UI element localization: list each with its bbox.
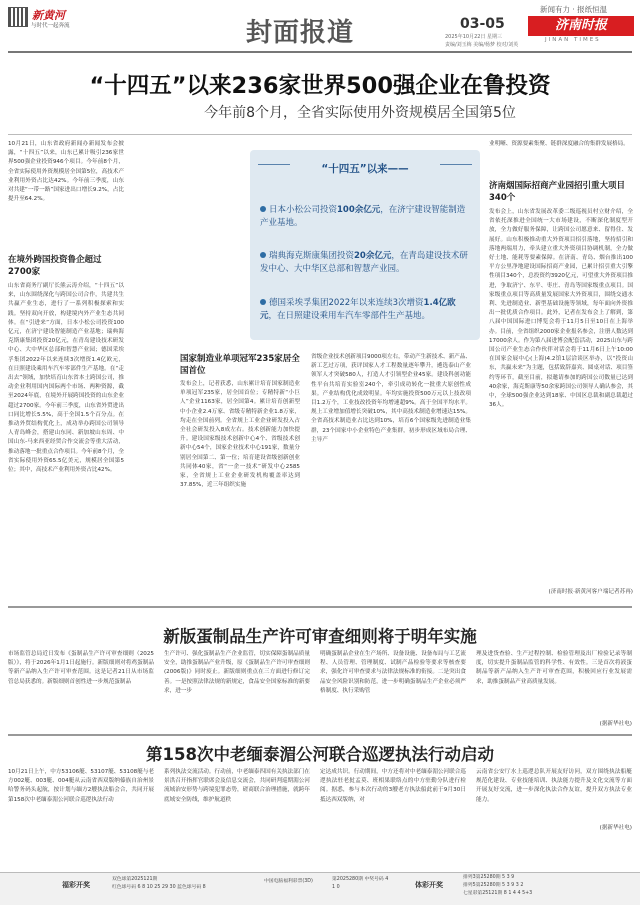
highlight-box-title: “十四五”以来—— bbox=[321, 163, 409, 175]
box-title-rule-right bbox=[440, 164, 472, 165]
brand-slogan: 新闻有力 · 报纸恒温 bbox=[540, 5, 608, 14]
story2-divider bbox=[8, 606, 632, 608]
page-date: 03-05 bbox=[460, 16, 505, 32]
lottery-3d-result: 第2025280期 中奖号码 4 1 0 bbox=[332, 877, 389, 890]
header-divider bbox=[8, 51, 632, 53]
story3-col3: 定达成共识。行动期间，中方还将对中老缅泰湄公河联合巡逻执法驻老挝孟莫、班相果联络点的中方驻勤分队进行检阅。据悉，参与本次行动的3艘老方执法船此前于9月30日抵达西双版纳，对 bbox=[320, 769, 466, 803]
subheading-overseas: 在境外跨国投资鲁企超过2700家 bbox=[8, 255, 102, 277]
story3-col4: 云南省公安厅水上巡逻总队开展友好访问，双方围绕执法船艇规范化建设、专业技能培训、执法能力提升及文化交流等方面开展友好交流，进一步深化执法合作友谊，提升双方执法专业能力。 bbox=[476, 769, 632, 803]
xinhuanghe-logo: 新黄河 bbox=[32, 9, 65, 22]
logo-slogan: 与时代一起奔流 bbox=[31, 23, 70, 29]
story2-col3: 明确蛋制品企业在生产场所、设备设施、设备布局与工艺流程、人员管理、管理制度、试制产品检验等要求等核查要求，强化许可审查要求与法律法规标准的衔接。二是突出食品安全风险识别和防范，进一步明确蛋制品生产企业必须严格制度、执行采购管 bbox=[320, 651, 466, 694]
item-text: ，在济宁建设智能制造产业基地。 bbox=[260, 205, 466, 228]
story3-divider bbox=[8, 734, 632, 736]
highlight-item-komatsu bbox=[260, 204, 472, 229]
main-subhead: 今年前8个月，全省实际使用外资规模居全国第5位 bbox=[204, 105, 516, 121]
lottery-sports-line2: 排列5第25280期 5 3 9 3 2 bbox=[463, 883, 524, 888]
lottery-welfare-title: 福彩开奖 bbox=[62, 881, 90, 889]
column1-body: 山东省商务厅副厅长熊云涛介绍，“十四五”以来，山东围绕深化与跨国公司合作，共建共生共赢产业生态，进行了一系列积极探索和实践。坚持双向开放，构建境内外产业生态共同体。在“引进来”方面，日本小松公司投资100亿元，在济宁建设智能制造产业基地；瑞典海克斯康集团投资20亿元，在青岛建设技术研发中心、大中华区总部和智慧产业园；德国采埃孚集团2022年以来连续3次增资1.4亿欧元，在日照建设乘用车汽车零部件生产基地。在“走出去”领域，加快培育山东省本土跨国公司，推动企业利用国内国际两个市场、两种资源，截至2024年底，在境外开展跨国投资的山东企业超过2700家。今年前三季度，山东省外贸进出口同比增长5.5%，高于全国1.5个百分点。在推动外贸结构优化上，成功举办跨国公司领导人青岛峰会，搭建山东同、新加坡山东周、中国山东-马来西亚经贸合作交流会等重大活动，推动落地一批重点合作项目。今年前8个月，全省实际使用外资65.5亿美元，规模居全国第5位；其中，高技术产业利用外资占比42%。 bbox=[8, 283, 124, 474]
issue-line: 2025年10月22日 星期三 bbox=[445, 34, 503, 40]
story3-col1: 10月21日上午，中方53106艇、53107艇、53108艇与老方002艇、003艇、004艇从云南省西双版纳傣族自治州景哈警务码头起航，按计划与缅方2艘执法船会合，共同开展第158次中老缅泰湄公河联合巡逻执法行动 bbox=[8, 769, 154, 803]
bullet-icon bbox=[260, 252, 266, 258]
column4-credit: (济南时报·新黄河客户端记者苏再) bbox=[548, 589, 633, 595]
lottery-welfare-line2: 红色球号码 6 8 10 25 29 30 蓝色球号码 8 bbox=[112, 885, 206, 890]
main-headline: “十四五”以来236家世界500强企业在鲁投资 bbox=[89, 73, 551, 99]
section-title: 封面报道 bbox=[246, 18, 355, 48]
brand-logo: 济南时报 bbox=[528, 16, 634, 36]
story3-credit: (据新华社电) bbox=[599, 825, 632, 831]
highlight-item-hexagon bbox=[260, 250, 472, 275]
item-text: 日本小松公司投资 bbox=[269, 205, 338, 215]
editor-line: 责编/刘玉梅 美编/杨梦 校对/刘英 bbox=[445, 42, 519, 48]
brand-english: JINAN TIMES bbox=[545, 37, 601, 43]
item-text: 瑞典海克斯康集团投资 bbox=[269, 251, 355, 261]
lead-paragraph: 10月21日，山东省政府新闻办新闻发布会披露，“十四五”以来，山东已累计吸引236家世界500强企业投资946个项目。今年前8个月，全省实际使用外资规模居全国第5位，高技术产业利用外资占比达42%。今年前三季度，山东对共建“一带一路”国家进出口增长9.2%，占比提升至64.2%。 bbox=[8, 141, 124, 203]
story2-col2: 生产许可、强化蛋制品生产企业监管，切实保障蛋制品质量安全，助推蛋制品产业升级，原《蛋制品生产许可审查细则(2006版)》同时废止。新版细则重点在三方面进行修订完善。一是按照法律法规的新规定，食品安全国家标准的新要求，进一步 bbox=[164, 651, 310, 694]
lottery-sports-title: 体彩开奖 bbox=[415, 881, 443, 889]
bullet-icon bbox=[260, 206, 266, 212]
story3-col2: 系列执法交流活动。行动前，中老缅泰四国有关执法部门在景洪召开指挥官联席会及信息交流会，共同研判巡期湄公河流域治安形势与跨境犯罪态势，磋商联合治理措施，就跨年底域安全防线，维护航道秩 bbox=[164, 769, 310, 803]
lottery-3d-title: 中国电脑福利彩票(3D) bbox=[264, 879, 313, 884]
qr-code-image bbox=[8, 7, 28, 27]
box-title-rule-left bbox=[258, 164, 290, 165]
story3-headline: 第158次中老缅泰湄公河联合巡逻执法行动启动 bbox=[146, 745, 494, 764]
item-text: ，在日照建设乘用车汽车零部件生产基地。 bbox=[268, 310, 431, 321]
bullet-icon bbox=[260, 299, 266, 305]
item-amount: 1.4亿欧元 bbox=[260, 298, 456, 321]
headline-divider bbox=[8, 134, 632, 135]
column4-top: 业明晰、资源要素集聚、链群深度融合的集群发展格局。 bbox=[489, 141, 629, 147]
story2-headline: 新版蛋制品生产许可审查细则将于明年实施 bbox=[163, 627, 477, 646]
lottery-welfare-line1: 双色球第2025121期 bbox=[112, 877, 158, 882]
column3-body: 省级企业技术创新项目9000项左右，带动产生新技术、新产品、新工艺过万项，获评国家人才工程数量逐年攀升，遴选泰山产业领军人才突破580人，打造人才引领型企业45家。建设科创功能性平台共培育实验室240个，牵引成功转化一批重大原创性成果。产业结构优化成效明显。年均实施投资500万元以上技改项目1.2万个，工业技改投资年均增速超9%。高于全国平均水平。规上工业增加值增长突破10%，其中高技术制造业增速达15%。全省高技术制造业占比达到10%，培育6个国家级先进制造业集群，23个国家中小企业特色产业集群，初步形成区域布局合理、主导产 bbox=[311, 354, 471, 443]
story2-credit: (据新华社电) bbox=[599, 721, 632, 727]
item-amount: 20余亿元 bbox=[354, 251, 392, 261]
lottery-sports-line1: 排列3第25280期 5 3 9 bbox=[463, 875, 515, 880]
highlight-item-zf bbox=[260, 297, 472, 322]
story2-col1: 市场监管总局近日发布《蛋制品生产许可审查细则（2025版）》，将于2026年1月1日起施行。新版细则对将鸡蛋制品等新产品纳入生产许可审查范围。这是记者21日从市场监管总局获悉的。新版细则首创性进一步规范蛋制品 bbox=[8, 651, 154, 685]
lottery-sports-line3: 七星彩第25121期 8 1 4 4 5+3 bbox=[463, 891, 533, 896]
subheading-industrial-park: 济南烟国际招商产业园招引重大项目340个 bbox=[489, 181, 626, 203]
item-text: 德国采埃孚集团2022年以来连续3次增资 bbox=[269, 298, 424, 308]
column4-body: 发布会上，山东省发展改革委二级巡视员村立财介绍，全省依托深推进全国统一大市场建设，不断深化制度型开放，全力做好服务保障，让跨国公司愿意来、留得住、发展好。山东积极推动重大外资项目招引落地，坚持招引和落地两端用力，牵头建立重大外资项目协调机制，全力做好土地、能耗等要素保障。在济南、青岛、烟台推出100平方公里净地建设国际招商产业园，已累计招引重大引擎性项目340个，总投资约3920亿元，可望重大外资项目推进，争取济宁、东平、枣庄、青岛等国家级重点项目。国家级重点项目等高质量发展国家大外资项目，围绕交通水利、先进制造业、新型基础设施等领域，每年面向外资推出一批优质合作项目。此外，记者在发布会上了解到，第八届中国国际进口博览会将于11月5日至10日在上海举办。目前，全省组织2000家企业报名参会，注册人数达到17000余人。作为第八届进博会配套活动，2025山东与跨国公司产业生态合作伙伴对话会将于11月6日上午10:00在国家会展中心(上海)4.2馆1层洽谈区举办，以“投资山东，共赢未来”为主题，包括致辞嘉宾、圆桌对话、项目签约等环节，截至目前，拟邀请参加的跨国公司数量已达到40余家，海克斯康等50余家跨国公司领导人确认参会，其中，全球500强企业达到18家、中国区总裁和副总裁超过36人。 bbox=[489, 209, 633, 409]
item-amount: 100余亿元 bbox=[337, 205, 381, 215]
item-text: ，在青岛建设技术研发中心、大中华区总部和智慧产业园。 bbox=[260, 251, 468, 274]
lottery-footer bbox=[0, 872, 640, 905]
story2-col4: 理及进货查验、生产过程控制、检验管理及出厂检验记录等制度，切实提升蛋制品监管的科学性、有效性。三是首次将液蛋制品等新产品纳入生产许可审查范围，积极回应行业发展需求，助推蛋制品产业高质量发展。 bbox=[476, 651, 632, 685]
column2-body: 发布会上，记者获悉，山东累计培育国家制造业单项冠军235家，居全国首位；专精特新“小巨人”企业1163家，居全国第4。累计培育创新型中小企业2.4万家、省级专精特新企业1.8万家，均走在全国前列。全省规上工业企业研发投入占全社会研发投入8成左右。技术创新能力加快提升。建设国家级技术创新中心4个、省级技术创新中心54个，国家企业技术中心191家，数量分别居全国第二、第一位；培育建设省级创新创业共同体40家，省“一企一技术”研发中心2585家，全省规上工业企业研发机构覆盖率达到37.85%，近三年组织实施 bbox=[180, 381, 300, 489]
subheading-champions: 国家制造业单项冠军235家居全国首位 bbox=[180, 354, 300, 376]
